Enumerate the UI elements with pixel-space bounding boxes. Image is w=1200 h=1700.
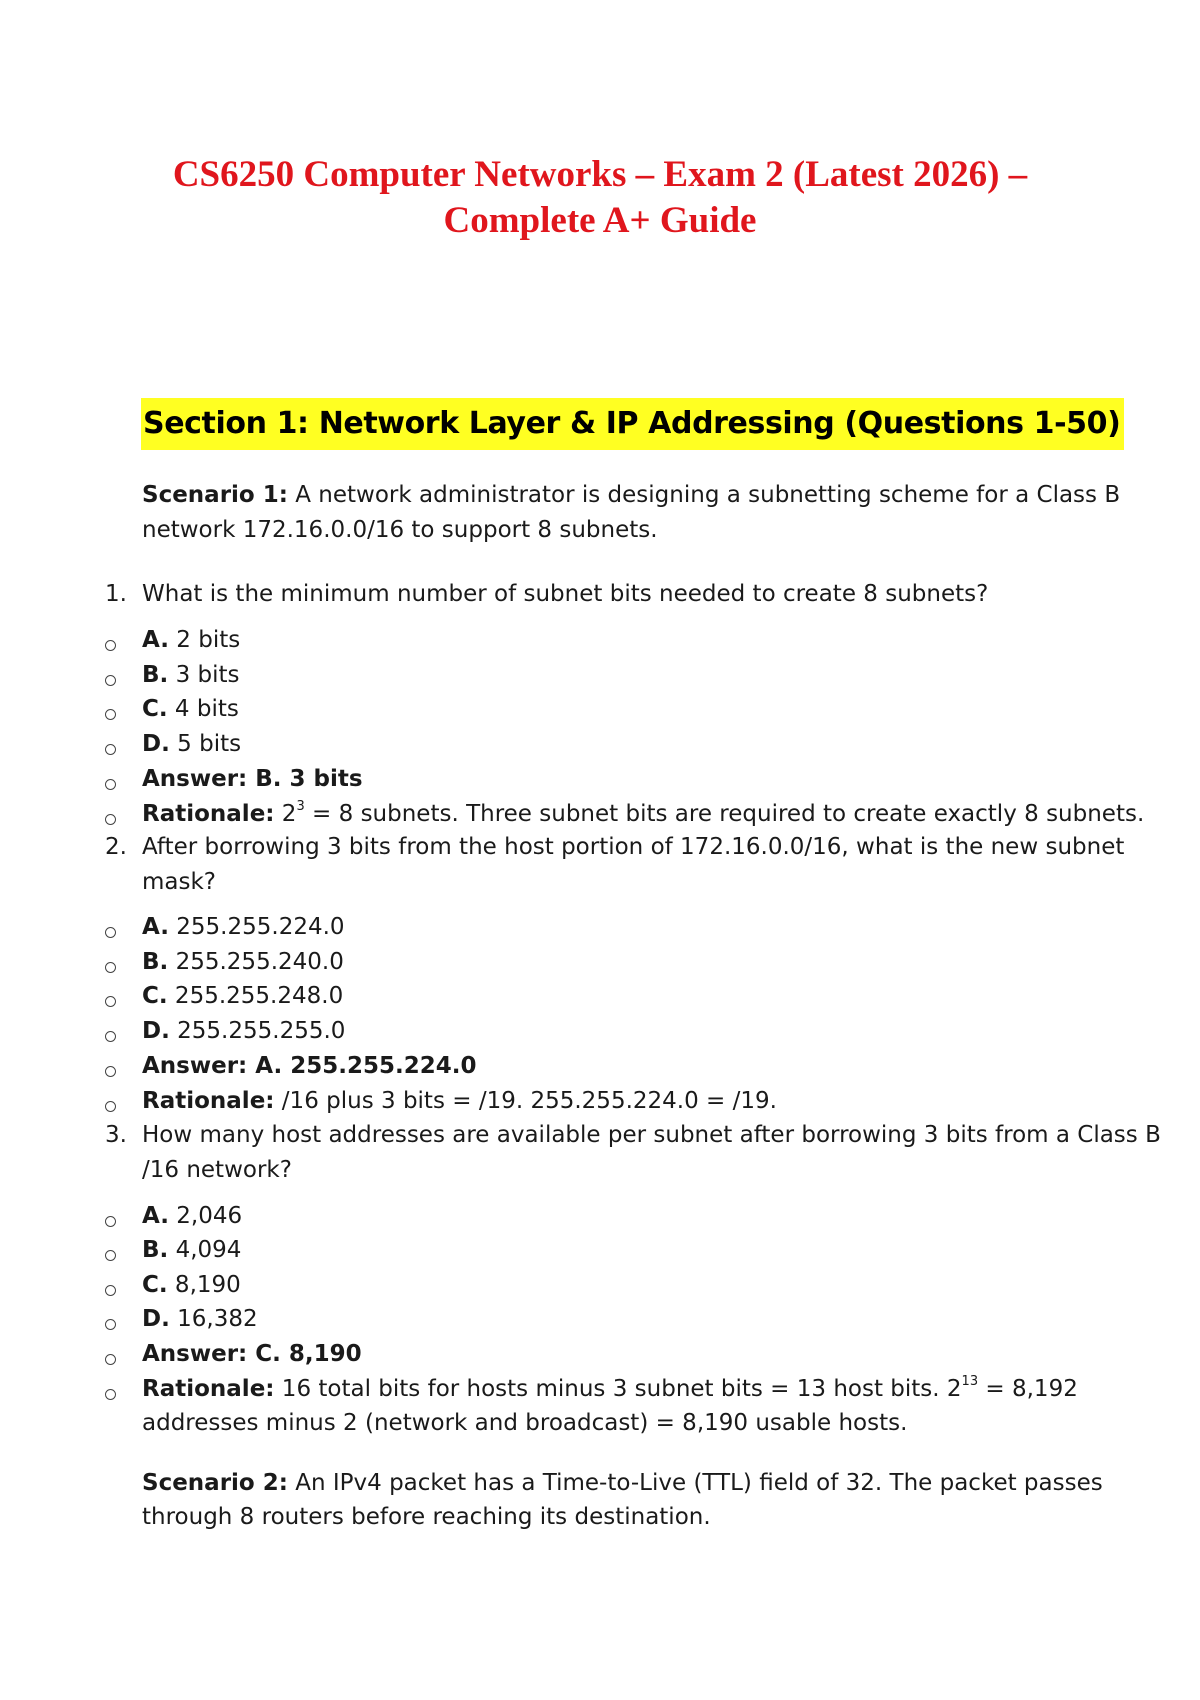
bullet-icon (105, 1216, 116, 1227)
bullet-icon (105, 962, 116, 973)
option-letter: A. (142, 627, 169, 653)
exponent: 3 (296, 799, 305, 815)
exponent: 13 (961, 1374, 979, 1390)
bullet-icon (105, 1066, 116, 1077)
answer-text: Answer: C. 8,190 (142, 1341, 362, 1367)
option-text: 255.255.240.0 (168, 949, 344, 975)
rationale-label: Rationale: (142, 801, 275, 827)
option-letter: C. (142, 696, 168, 722)
option-text: 255.255.224.0 (168, 914, 345, 940)
question-1-answer (142, 762, 363, 796)
bullet-icon (105, 1031, 116, 1042)
scenario-2-line-1 (142, 1466, 1103, 1500)
bullet-icon (105, 779, 116, 790)
question-1-option-b (142, 658, 240, 692)
question-3-text-line-2: /16 network? (142, 1157, 292, 1183)
bullet-icon (105, 996, 116, 1007)
bullet-icon (105, 1389, 116, 1400)
question-3-number: 3. (105, 1122, 127, 1148)
question-3-option-b (142, 1233, 241, 1267)
rationale-text: /16 plus 3 bits = /19. 255.255.224.0 = /19. (274, 1088, 777, 1114)
option-letter: B. (142, 1237, 169, 1263)
option-text: 4 bits (167, 696, 239, 722)
scenario-2-line-2: through 8 routers before reaching its destination. (142, 1504, 711, 1530)
answer-text: Answer: B. 3 bits (142, 766, 363, 792)
answer-text: Answer: A. 255.255.224.0 (142, 1053, 477, 1079)
question-2-option-d (142, 1014, 345, 1048)
question-3-rationale-line-1 (142, 1372, 1078, 1406)
question-2-text-line-2: mask? (142, 869, 217, 895)
question-3-text-line-1: How many host addresses are available per subnet after borrowing 3 bits from a Class B (142, 1122, 1161, 1148)
option-letter: A. (142, 914, 169, 940)
question-1-option-a (142, 623, 240, 657)
option-letter: D. (142, 1018, 170, 1044)
question-1-text: What is the minimum number of subnet bits needed to create 8 subnets? (142, 581, 989, 607)
question-2-option-a (142, 910, 345, 944)
bullet-icon (105, 675, 116, 686)
question-2-rationale (142, 1084, 777, 1118)
question-2-option-c (142, 979, 343, 1013)
option-text: 4,094 (168, 1237, 242, 1263)
question-1-option-c (142, 692, 239, 726)
scenario-1-line-1 (142, 478, 1120, 512)
title-line-1: CS6250 Computer Networks – Exam 2 (Latest 2026) – (172, 154, 1028, 195)
question-3-option-c (142, 1268, 241, 1302)
section-heading: Section 1: Network Layer & IP Addressing (Questions 1-50) (141, 398, 1124, 450)
scenario-1-line-2: network 172.16.0.0/16 to support 8 subnets. (142, 517, 658, 543)
rationale-text: = 8 subnets. Three subnet bits are required to create exactly 8 subnets. (304, 801, 1145, 827)
rationale-text: 2 (274, 801, 297, 827)
option-text: 2,046 (168, 1203, 243, 1229)
question-3-rationale-line-2: addresses minus 2 (network and broadcast) = 8,190 usable hosts. (142, 1410, 908, 1436)
rationale-label: Rationale: (142, 1088, 275, 1114)
option-letter: B. (142, 662, 169, 688)
question-1-number: 1. (105, 581, 127, 607)
bullet-icon (105, 1101, 116, 1112)
scenario-1-text: A network administrator is designing a subnetting scheme for a Class B (287, 482, 1121, 508)
question-2-text-line-1: After borrowing 3 bits from the host portion of 172.16.0.0/16, what is the new subnet (142, 834, 1125, 860)
question-2-number: 2. (105, 834, 127, 860)
bullet-icon (105, 814, 116, 825)
option-letter: C. (142, 983, 168, 1009)
scenario-2-label: Scenario 2: (142, 1470, 288, 1496)
option-text: 255.255.255.0 (169, 1018, 346, 1044)
option-text: 8,190 (167, 1272, 241, 1298)
scenario-1-label: Scenario 1: (142, 482, 288, 508)
rationale-text: = 8,192 (978, 1376, 1078, 1402)
option-text: 3 bits (168, 662, 240, 688)
bullet-icon (105, 640, 116, 651)
bullet-icon (105, 927, 116, 938)
option-letter: D. (142, 1306, 170, 1332)
question-1-option-d (142, 727, 241, 761)
option-text: 2 bits (168, 627, 241, 653)
bullet-icon (105, 1250, 116, 1261)
option-letter: D. (142, 731, 170, 757)
title-line-2: Complete A+ Guide (443, 200, 757, 241)
scenario-2-text: An IPv4 packet has a Time-to-Live (TTL) field of 32. The packet passes (287, 1470, 1103, 1496)
bullet-icon (105, 744, 116, 755)
option-letter: B. (142, 949, 169, 975)
option-letter: C. (142, 1272, 168, 1298)
option-text: 5 bits (169, 731, 242, 757)
bullet-icon (105, 1285, 116, 1296)
question-2-option-b (142, 945, 344, 979)
rationale-text: 16 total bits for hosts minus 3 subnet bits = 13 host bits. 2 (274, 1376, 962, 1402)
bullet-icon (105, 1319, 116, 1330)
question-3-option-d (142, 1302, 258, 1336)
rationale-label: Rationale: (142, 1376, 275, 1402)
option-letter: A. (142, 1203, 169, 1229)
bullet-icon (105, 1354, 116, 1365)
document-title (100, 152, 1100, 244)
question-2-answer (142, 1049, 476, 1083)
question-3-option-a (142, 1199, 242, 1233)
option-text: 255.255.248.0 (167, 983, 344, 1009)
bullet-icon (105, 709, 116, 720)
question-1-rationale (142, 797, 1144, 831)
question-3-answer (142, 1337, 362, 1371)
option-text: 16,382 (169, 1306, 258, 1332)
